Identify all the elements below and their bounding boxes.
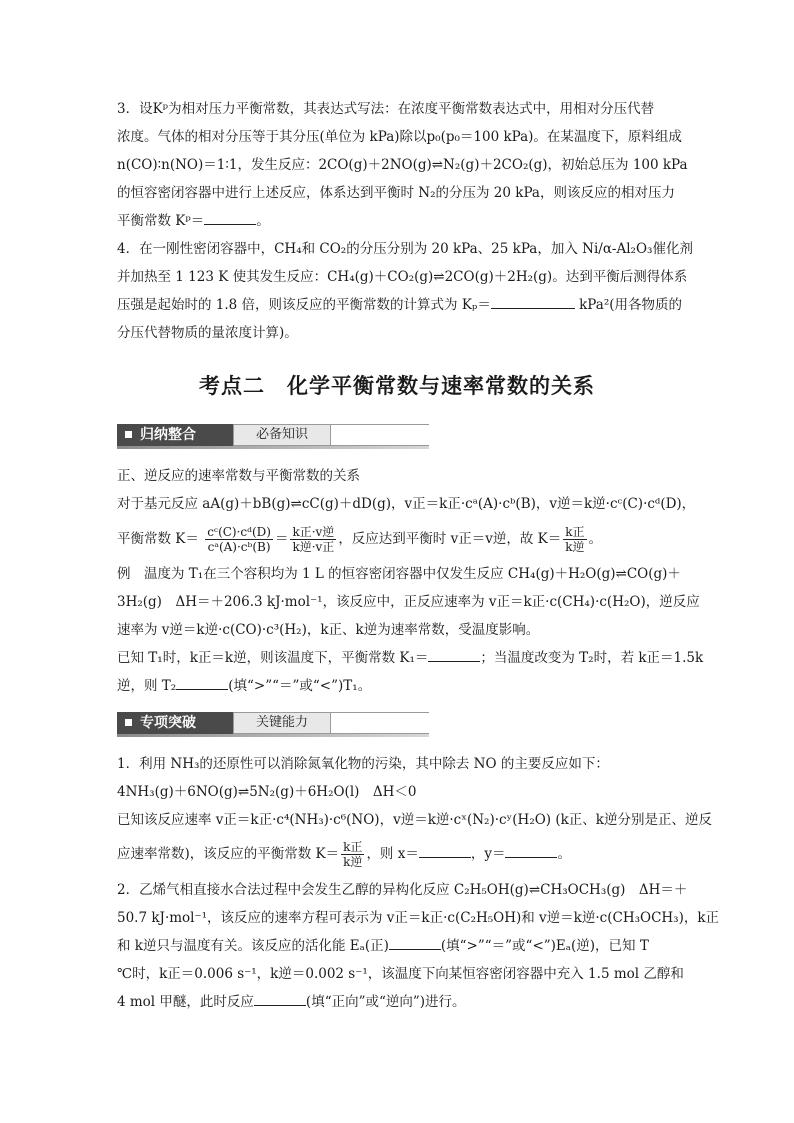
problem-3-line-2: 浓度。气体的相对分压等于其分压(单位为 kPa)除以p₀(p₀＝100 kPa)。在某温度下，原料组成 [117,129,682,145]
fraction-denominator: k逆 [343,855,363,869]
example-line-2: 3H₂(g) ΔH＝＋206.3 kJ·mol⁻¹，该反应中，正反应速率为 v正＝k正·c(CH₄)·c(H₂O)，逆反应 [117,594,700,610]
fraction-k [341,840,364,869]
knowledge-section [117,462,704,700]
example-line-4 [117,644,704,672]
problem-3-line-3: n(CO)∶n(NO)＝1∶1，发生反应：2CO(g)＋2NO(g)⇌N₂(g)＋2CO₂(g)，初始总压为 100 kPa [117,157,688,173]
problem-4-kp-label: 压强是起始时的 1.8 倍，则该反应的平衡常数的计算式为 Kₚ＝ [117,297,491,313]
bar-label: 归纳整合 [140,427,196,443]
example-k1-label: 已知 T₁时，k正＝k逆，则该温度下，平衡常数 K₁＝ [117,650,429,666]
fraction-rate [290,525,336,554]
knowledge-rate-expressions: 对于基元反应 aA(g)＋bB(g)⇌cC(g)＋dD(g)，v正＝k正·cᵃ(A)·cᵇ(B)，v逆＝k逆·cᶜ(C)·cᵈ(D)， [117,496,696,512]
question-2-line-3 [117,932,681,960]
bar-label-box [117,712,233,734]
question-1-line-3: 已知该反应速率 v正＝k正·c⁴(NH₃)·c⁶(NO)，v逆＝k逆·cˣ(N₂)·cʸ(H₂O) (k正、k逆分别是正、逆反 [117,812,712,828]
bar-rule [331,712,429,734]
answer-blank-ea-compare[interactable] [389,933,441,950]
problem-4-line-2: 并加热至 1 123 K 使其发生反应：CH₄(g)＋CO₂(g)⇌2CO(g)＋2H₂(g)。达到平衡后测得体系 [117,269,688,285]
example-line-5 [117,672,681,700]
fraction-numerator: k正 [343,840,363,854]
square-icon [125,431,132,438]
problem-4-line-1: 4．在一刚性密闭容器中，CH₄和 CO₂的分压分别为 20 kPa、25 kPa，加入 Ni/α-Al₂O₃催化剂 [117,241,693,257]
question-1-line-4 [117,834,681,874]
knowledge-equilibrium-formula [117,518,681,560]
fraction-denominator: k逆·v正 [292,540,335,554]
fraction-denominator: cᵃ(A)·cᵇ(B) [207,540,271,554]
question-1-y-label: ，y＝ [470,846,506,862]
question-2-line-4: ℃时，k正＝0.006 s⁻¹，k逆＝0.002 s⁻¹，该温度下向某恒容密闭容器中充入 1.5 mol 乙醇和 [117,966,684,982]
problem-4-line-4: 分压代替物质的量浓度计算)。 [117,325,298,341]
answer-blank-k1[interactable] [428,645,480,662]
question-2-ea-hint: (填“>”“＝”或“<”)Eₐ(逆)，已知 T [440,938,649,954]
bar-label-box [117,424,233,446]
bar-underline [117,446,429,449]
formula-text: ，反应达到平衡时 v正＝v逆，故 K＝ [338,531,562,547]
bar-tag: 关键能力 [233,712,331,734]
question-2-direction-label: 4 mol 甲醚，此时反应 [117,994,254,1010]
fraction-k [563,525,586,554]
equals-sign: ＝ [274,531,289,547]
formula-k-label: 平衡常数 K＝ [117,531,199,547]
question-2-ea-label: 和 k逆只与温度有关。该反应的活化能 Eₐ(正) [117,938,389,954]
question-2 [117,876,720,1016]
bar-tag: 必备知识 [233,424,331,446]
question-1 [117,750,712,874]
answer-blank-t2-compare[interactable] [176,673,228,690]
fraction-concentration [205,525,273,554]
problem-3-line-5 [117,207,681,235]
answer-blank-x[interactable] [419,841,471,858]
question-2-line-1: 2．乙烯气相直接水合法过程中会发生乙醇的异构化反应 C₂H₅OH(g)⇌CH₃OCH₃(g) ΔH＝＋ [117,882,688,898]
fraction-denominator: k逆 [565,540,585,554]
example-t2-label: 逆，则 T₂ [117,678,177,694]
problem-4-unit: kPa²(用各物质的 [574,297,683,313]
knowledge-heading: 正、逆反应的速率常数与平衡常数的关系 [117,468,360,484]
section-title: 考点二 化学平衡常数与速率常数的关系 [199,374,595,398]
problem-3-line-1: 3．设Kᵖ为相对压力平衡常数，其表达式写法：在浓度平衡常数表达式中，用相对分压代替 [117,101,655,117]
example-t2-text: ；当温度改变为 T₂时，若 k正＝1.5k [480,650,704,666]
problem-3-end: 。 [256,213,270,229]
problem-4-line-3 [117,291,681,319]
question-1-x-label: ，则 x＝ [366,846,419,862]
question-2-direction-hint: (填“正向”或“逆向”)进行。 [305,994,466,1010]
example-compare-hint: (填“>”“＝”或“<”)T₁。 [228,678,372,694]
question-1-line-2: 4NH₃(g)＋6NO(g)⇌5N₂(g)＋6H₂O(l) ΔH＜0 [117,784,417,800]
answer-blank-kp-expression[interactable] [491,292,575,309]
problem-3 [117,95,688,235]
answer-blank-direction[interactable] [254,989,306,1006]
question-1-k-label: 应速率常数)，该反应的平衡常数 K＝ [117,846,340,862]
problem-3-kp-label: 平衡常数 Kᵖ＝ [117,213,205,229]
fraction-numerator: cᶜ(C)·cᵈ(D) [207,525,271,539]
bar-underline [117,734,429,737]
example-line-3: 速率为 v逆＝k逆·c(CO)·c³(H₂)，k正、k逆为速率常数，受温度影响。 [117,622,540,638]
bar-label: 专项突破 [140,715,196,731]
question-2-line-5 [117,988,681,1016]
fraction-numerator: k正·v逆 [292,525,335,539]
section-bar-summary [117,424,429,446]
problem-3-line-4: 的恒容密闭容器中进行上述反应，体系达到平衡时 N₂的分压为 20 kPa，则该反应的相对压力 [117,185,675,201]
answer-blank-kp[interactable] [204,208,256,225]
fraction-numerator: k正 [565,525,585,539]
question-2-line-2: 50.7 kJ·mol⁻¹，该反应的速率方程可表示为 v正＝k正·c(C₂H₅OH)和 v逆＝k逆·c(CH₃OCH₃)，k正 [117,910,720,926]
example-line-1: 例 温度为 T₁在三个容积均为 1 L 的恒容密闭容器中仅发生反应 CH₄(g)＋H₂O(g)⇌CO(g)＋ [117,566,681,582]
question-1-line-1: 1．利用 NH₃的还原性可以消除氮氧化物的污染，其中除去 NO 的主要反应如下： [117,756,609,772]
question-1-end: 。 [557,846,571,862]
bar-rule [331,424,429,446]
section-bar-practice [117,712,429,734]
answer-blank-y[interactable] [505,841,557,858]
formula-end: 。 [588,531,603,547]
problem-4 [117,235,693,347]
square-icon [125,719,132,726]
